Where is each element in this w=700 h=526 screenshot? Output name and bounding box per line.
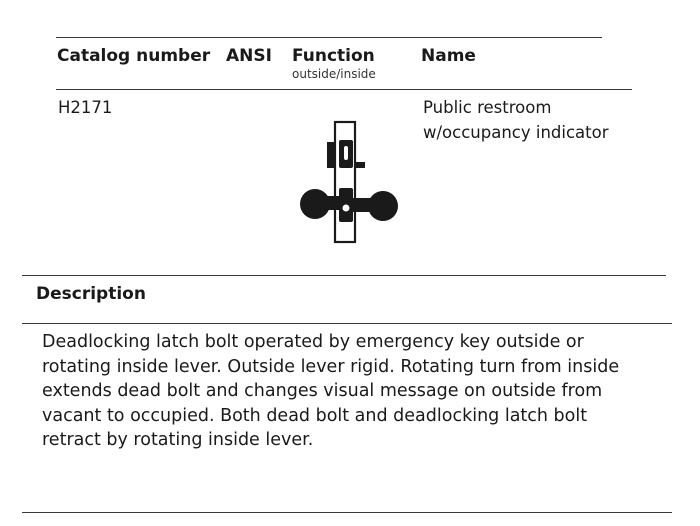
- inside-knob: [368, 191, 398, 221]
- mortise-lock-function-diagram-icon: [293, 118, 403, 246]
- description-line: Deadlocking latch bolt operated by emergency key outside or: [42, 332, 584, 352]
- outside-knob-neck: [323, 196, 339, 210]
- table-top-rule: [56, 37, 602, 38]
- keyhole: [343, 205, 350, 212]
- header-function-subtitle: outside/inside: [292, 67, 376, 81]
- header-catalog-number: Catalog number: [57, 46, 211, 66]
- description-top-rule: [22, 275, 666, 276]
- description-line: retract by rotating inside lever.: [42, 430, 314, 450]
- header-name: Name: [421, 46, 476, 66]
- table-header-rule: [56, 89, 632, 90]
- cell-name-line-1: Public restroom: [423, 98, 552, 117]
- upper-indicator-slot: [344, 146, 348, 160]
- thumbturn-stub: [355, 162, 365, 168]
- upper-left-bracket: [327, 142, 335, 168]
- description-bottom-rule: [22, 512, 672, 513]
- header-ansi: ANSI: [226, 46, 272, 66]
- description-body: [42, 330, 672, 453]
- description-line: rotating inside lever. Outside lever rigid. Rotating turn from inside: [42, 356, 620, 377]
- description-line: extends dead bolt and changes visual message on outside from: [42, 381, 603, 401]
- description-title-rule: [22, 323, 672, 324]
- cell-name-line-2: w/occupancy indicator: [423, 123, 609, 142]
- header-function: Function: [292, 46, 375, 66]
- cell-catalog-number: H2171: [58, 98, 113, 117]
- inside-knob-neck: [353, 198, 371, 212]
- description-line: vacant to occupied. Both dead bolt and deadlocking latch bolt: [42, 405, 588, 426]
- description-title: Description: [36, 284, 146, 304]
